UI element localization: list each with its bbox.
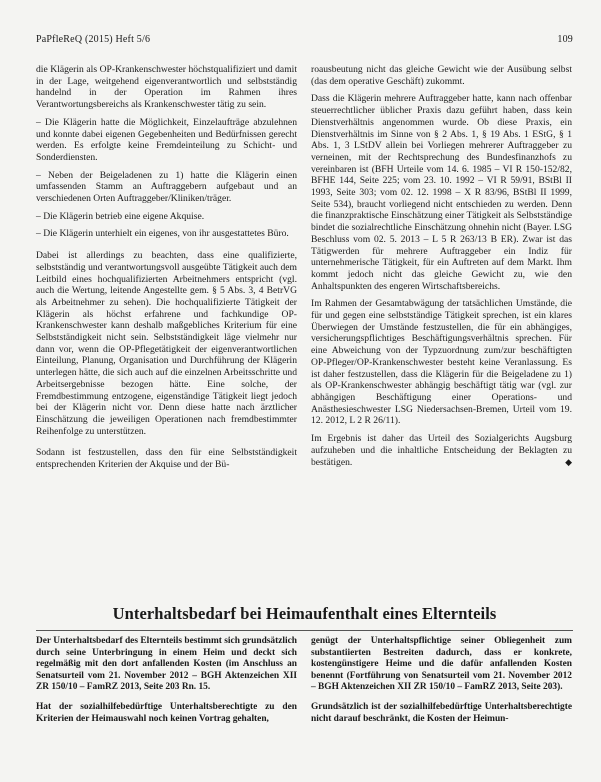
dash-item: – Neben der Beigeladenen zu 1) hatte die Klägerin einen umfassenden Stamm an Auftraggebern aufgebaut und an verschiedenen Orten Auftraggeber/Kliniken/träger. <box>36 169 297 205</box>
section-title: Unterhaltsbedarf bei Heimaufenthalt eines Elternteils <box>112 604 497 623</box>
paragraph <box>311 433 572 468</box>
paragraph: Dass die Klägerin mehrere Auftraggeber hatte, kann nach offenbar steuerrechtlicher üblicher Praxis dazu geführt haben, dass kein Dienstverhältnis angenommen wurde. Ob diese Praxis, ein Dienstverhältnis im Sinne von § 2 Abs. 1, § 19 Abs. 1 EStG, § 1 Abs. 1, 3 LStDV allein bei Vorliegen mehrerer Auftraggeber zu verneinen, mit der Rechtsprechung des Bundesfinanzhofs zu vereinbaren ist (BFH Urteile vom 14. 6. 1985 – VI R 150-152/82, BFHE 144, Seite 225; vom 23. 10. 1992 – VI R 59/91, BStBl II 1993, Seite 303; vom 02. 12. 1998 – X R 83/96, BStBl II 1999, Seite 534), braucht vorliegend nicht entschieden zu werden. Denn die finanzpraktische Einschätzung einer Tätigkeit als Selbstständige bindet die sozialrechtliche Einschätzung ohnehin nicht (Bayer. LSG Beschluss vom 02. 5. 2013 – L 5 R 263/13 B ER). Zwar ist das Tätigwerden für mehrere Auftraggeber ein Indiz für unternehmerische Tätigkeit, für ein Auftreten auf dem Markt. Ihm kommt jedoch nicht das gleiche Gewicht zu, wie den Anhaltspunkten des engeren Wirtschaftsbereichs. <box>311 93 572 292</box>
closing-text: Im Ergebnis ist daher das Urteil des Sozialgerichts Augsburg aufzuheben und die inhaltliche Entscheidung der Beklagten zu bestätigen. <box>311 433 572 468</box>
dash-item: – Die Klägerin betrieb eine eigene Akquise. <box>36 210 205 222</box>
title-divider <box>36 630 573 631</box>
summary-left-column <box>36 636 297 733</box>
headnote: Der Unterhaltsbedarf des Elternteils bestimmt sich grundsätzlich durch seine Unterbringung in einem Heim und deckt sich regelmäßig mit den dort anfallenden Kosten (im Anschluss an Senatsurteil vom 21. November 2012 – BGH Aktenzeichen XII ZR 150/10 – FamRZ 2013, Seite 203 Rn. 15. <box>36 636 297 693</box>
dash-item: – Die Klägerin hatte die Möglichkeit, Einzelaufträge abzulehnen und konnte dabei eigenen Gegebenheiten und Bedürfnissen gerecht werden. Es erfolgte keine Fremdeinteilung zu Schicht- und Sonderdiensten. <box>36 116 297 163</box>
paragraph: Dabei ist allerdings zu beachten, dass eine qualifizierte, selbstständig und verantwortungsvoll ausgeübte Tätigkeit auch dem Leitbild eines hochqualifizierten Arbeitnehmers entspricht (vgl. auch die Wertung, leitende Angestellte gem. § 5 Abs. 3, 4 BetrVG als Arbeitnehmer zu sehen). Die hochqualifizierte Tätigkeit der Klägerin als höchst erfahrene und fachkundige OP-Krankenschwester kann deshalb maßgebliches Kriterium für eine Selbstständigkeit nicht sein. Selbstständigkeit läge vielmehr nur dann vor, wenn die OP-Pflegetätigkeit der eigenverantwortlichen Einteilung, Planung, Organisation und Durchführung der Klägerin unterlegen hätte, die sich auch auf die einzelnen Arbeitsschritte und Arbeitsergebnisse bezogen hätte. Eine solche, der Fremdbestimmung entzogene, eigenständige Tätigkeit liegt jedoch bei der Klägerin nicht vor. Denn diese hatte nach ärztlicher Einschätzung die jeweiligen Operationen nach fremdbestimmter Reihenfolge zu unterstützen. <box>36 250 297 437</box>
paragraph: Im Rahmen der Gesamtabwägung der tatsächlichen Umstände, die für und gegen eine selbstständige Tätigkeit sprechen, ist ein klares Überwiegen der Umstände festzustellen, die für ein abhängiges, versicherungspflichtiges Beschäftigungsverhältnis sprechen. Für eine Abweichung von der Typzuordnung zum/zur beschäftigten OP-Pfleger/OP-Krankenschwester besteht keine Veranlassung. Es ist daher festzustellen, dass die Klägerin für die Beigeladene zu 1) als OP-Krankenschwester abhängig beschäftigt tätig war (vgl. zur abhängigen Beschäftigung einer Operations- und Anästhesieschwester LSG Niedersachsen-Bremen, Urteil vom 19. 12. 2012, L 2 R 26/11). <box>311 298 572 427</box>
paragraph: Sodann ist festzustellen, dass den für eine Selbstständigkeit entsprechenden Kriterien der Akquise und der Bü- <box>36 447 297 471</box>
left-text-column <box>36 64 297 477</box>
headnote: Grundsätzlich ist der sozialhilfebedürftige Unterhaltsberechtigte nicht darauf beschränkt, die Kosten der Heimun- <box>311 701 572 724</box>
right-text-column <box>311 64 572 474</box>
headnote: Hat der sozialhilfebedürftige Unterhaltsberechtigte zu den Kriterien der Heimauswahl noch keinen Vortrag gehalten, <box>36 701 297 724</box>
end-of-article-mark: ◆ <box>565 456 572 467</box>
paragraph: roausbeutung nicht das gleiche Gewicht wie der Ausübung selbst (das dem operative Geschäft) zukommt. <box>311 64 572 87</box>
journal-citation: PaPfleReQ (2015) Heft 5/6 <box>36 34 151 45</box>
headnote: genügt der Unterhaltspflichtige seiner Obliegenheit zum substantiierten Bestreiten dadurch, dass er konkrete, kostengünstigere Heime und die dafür anfallenden Kosten benennt (Fortführung von Senatsurteil vom 21. November 2012 – BGH Aktenzeichen XII ZR 150/10 – FamRZ 2013, Seite 203). <box>311 636 572 693</box>
page-number: 109 <box>557 34 573 45</box>
paragraph: die Klägerin als OP-Krankenschwester höchstqualifiziert und damit in der Lage, weitgehend eigenverantwortlich und selbstständig handelnd in der Operation im Rahmen ihres Verantwortungsbereichs als Krankenschwester tätig zu sein. <box>36 64 297 111</box>
dash-item: – Die Klägerin unterhielt ein eigenes, von ihr ausgestattetes Büro. <box>36 228 289 240</box>
running-header <box>36 34 573 45</box>
summary-right-column <box>311 636 572 733</box>
